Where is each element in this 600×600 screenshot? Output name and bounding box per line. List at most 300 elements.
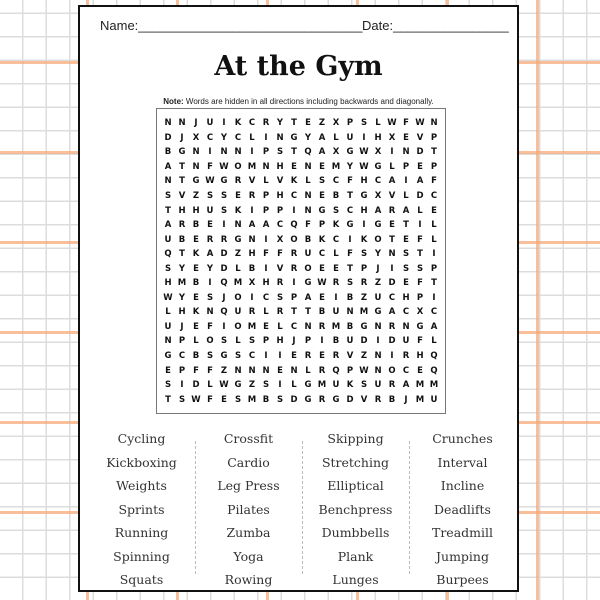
grid-letter: P	[178, 365, 186, 376]
grid-letter: H	[360, 176, 368, 187]
grid-letter: I	[376, 336, 380, 347]
grid-letter: G	[346, 147, 354, 158]
grid-letter: E	[235, 191, 241, 201]
grid-letter: Z	[234, 249, 242, 260]
grid-letter: F	[417, 278, 423, 289]
grid-letter: O	[234, 321, 242, 332]
grid-letter: L	[235, 336, 241, 347]
grid-letter: E	[193, 292, 199, 303]
word-column	[302, 427, 409, 592]
grid-letter: K	[346, 380, 354, 391]
grid-letter: U	[374, 292, 382, 303]
grid-row	[161, 378, 441, 393]
grid-letter: Z	[374, 278, 382, 289]
grid-letter: Y	[374, 249, 382, 260]
grid-letter: O	[290, 234, 298, 245]
grid-letter: N	[290, 365, 298, 376]
grid-letter: T	[347, 191, 353, 201]
grid-letter: A	[388, 176, 396, 187]
name-field-label: Name:_______________________________	[100, 18, 363, 33]
word-item: Stretching	[321, 454, 390, 470]
word-item: Leg Press	[217, 478, 280, 493]
grid-letter: Q	[430, 365, 438, 376]
grid-letter: C	[332, 234, 340, 245]
grid-letter: E	[403, 278, 409, 289]
word-item: Running	[114, 525, 169, 540]
grid-letter: Z	[192, 191, 200, 201]
grid-letter: D	[388, 336, 396, 347]
grid-letter: E	[165, 365, 171, 376]
grid-letter: R	[178, 220, 186, 231]
grid-letter: Z	[318, 118, 326, 129]
grid-letter: V	[346, 351, 354, 362]
grid-letter: M	[317, 380, 327, 391]
grid-letter: R	[234, 176, 242, 187]
grid-letter: L	[263, 176, 269, 187]
grid-letter: P	[360, 263, 368, 274]
grid-letter: F	[207, 365, 213, 376]
grid-letter: M	[429, 380, 439, 391]
grid-letter: V	[360, 394, 368, 405]
page-title: At the Gym	[214, 51, 383, 82]
grid-letter: G	[220, 351, 228, 362]
grid-letter: N	[304, 321, 312, 332]
grid-letter: S	[206, 292, 214, 303]
word-item: Cycling	[117, 431, 166, 446]
grid-letter: U	[164, 321, 172, 332]
grid-row	[161, 291, 441, 306]
grid-letter: P	[290, 292, 298, 303]
grid-letter: P	[262, 191, 270, 201]
grid-letter: H	[416, 351, 424, 362]
grid-letter: B	[192, 351, 200, 362]
grid-letter: P	[304, 336, 312, 347]
grid-letter: H	[360, 205, 368, 216]
grid-letter: F	[347, 249, 353, 260]
grid-letter: U	[374, 380, 382, 391]
grid-letter: L	[165, 307, 171, 318]
word-item: Skipping	[327, 431, 384, 446]
grid-letter: E	[403, 132, 409, 143]
grid-letter: S	[360, 380, 368, 391]
grid-letter: C	[248, 118, 256, 129]
grid-letter: M	[331, 321, 341, 332]
grid-letter: I	[278, 380, 282, 391]
grid-letter: W	[359, 161, 369, 172]
grid-letter: R	[276, 278, 284, 289]
grid-letter: F	[417, 336, 423, 347]
grid-letter: M	[331, 161, 341, 172]
grid-letter: R	[276, 307, 284, 318]
grid-letter: F	[207, 321, 213, 332]
grid-letter: G	[164, 351, 172, 362]
grid-row	[161, 392, 441, 407]
grid-letter: P	[430, 263, 438, 274]
grid-letter: E	[417, 161, 423, 172]
grid-letter: R	[248, 191, 256, 201]
grid-letter: I	[264, 351, 268, 362]
grid-letter: X	[374, 147, 382, 158]
grid-letter: J	[222, 292, 226, 303]
word-item: Pilates	[227, 501, 270, 517]
grid-letter: U	[206, 118, 214, 129]
grid-letter: D	[416, 191, 424, 201]
grid-letter: V	[388, 191, 396, 201]
grid-letter: H	[402, 292, 410, 303]
grid-letter: C	[234, 132, 242, 143]
grid-letter: F	[277, 249, 283, 260]
grid-letter: P	[276, 205, 284, 216]
grid-letter: N	[164, 118, 172, 129]
grid-letter: S	[402, 263, 410, 274]
grid-letter: D	[164, 132, 172, 143]
grid-letter: G	[416, 321, 424, 332]
grid-letter: G	[374, 307, 382, 318]
grid-letter: C	[290, 321, 298, 332]
grid-letter: S	[220, 191, 228, 201]
grid-letter: P	[402, 161, 410, 172]
grid-letter: J	[180, 132, 184, 143]
grid-letter: L	[193, 336, 199, 347]
grid-letter: T	[291, 118, 297, 129]
grid-letter: B	[192, 278, 200, 289]
grid-letter: K	[332, 220, 340, 231]
grid-letter: C	[374, 176, 382, 187]
grid-letter: E	[277, 365, 283, 376]
grid-letter: F	[193, 365, 199, 376]
grid-letter: W	[219, 380, 229, 391]
grid-letter: L	[431, 220, 437, 231]
grid-letter: L	[235, 263, 241, 274]
grid-letter: A	[206, 249, 214, 260]
grid-letter: U	[164, 234, 172, 245]
grid-letter: N	[304, 191, 312, 201]
grid-letter: I	[362, 220, 366, 231]
grid-letter: N	[234, 365, 242, 376]
grid-letter: E	[333, 263, 339, 274]
grid-letter: N	[164, 336, 172, 347]
grid-letter: Z	[220, 365, 228, 376]
grid-letter: Q	[164, 249, 172, 260]
grid-letter: S	[402, 249, 410, 260]
word-item: Spinning	[113, 548, 170, 564]
grid-letter: C	[388, 292, 396, 303]
grid-letter: L	[249, 132, 255, 143]
word-item: Sprints	[118, 501, 165, 517]
grid-letter: G	[374, 161, 382, 172]
grid-letter: B	[262, 394, 270, 405]
word-item: Deadlifts	[434, 501, 491, 517]
grid-letter: N	[248, 365, 256, 376]
grid-letter: I	[362, 132, 366, 143]
word-item: Kickboxing	[106, 454, 177, 470]
grid-letter: O	[388, 365, 396, 376]
grid-letter: A	[402, 380, 410, 391]
grid-letter: Q	[220, 278, 228, 289]
grid-letter: S	[262, 380, 270, 391]
grid-letter: W	[359, 147, 369, 158]
grid-letter: H	[374, 132, 382, 143]
grid-letter: H	[248, 249, 256, 260]
grid-row	[161, 320, 441, 335]
grid-row	[161, 160, 441, 175]
grid-letter: Z	[248, 380, 256, 391]
grid-letter: H	[164, 278, 172, 289]
grid-letter: U	[332, 380, 340, 391]
grid-letter: K	[192, 307, 200, 318]
grid-letter: A	[248, 220, 256, 231]
grid-letter: N	[234, 147, 242, 158]
grid-letter: N	[248, 234, 256, 245]
grid-letter: R	[332, 351, 340, 362]
grid-letter: Q	[332, 365, 340, 376]
grid-letter: U	[304, 249, 312, 260]
grid-letter: E	[431, 205, 437, 216]
grid-letter: R	[220, 234, 228, 245]
grid-letter: I	[222, 321, 226, 332]
grid-letter: L	[403, 191, 409, 201]
grid-letter: X	[276, 234, 284, 245]
word-item: Crunches	[432, 431, 493, 446]
grid-letter: D	[346, 394, 354, 405]
grid-letter: O	[206, 336, 214, 347]
grid-letter: W	[163, 292, 173, 303]
grid-letter: B	[248, 263, 256, 274]
grid-row	[161, 276, 441, 291]
grid-letter: F	[431, 176, 437, 187]
grid-letter: N	[304, 205, 312, 216]
grid-letter: N	[346, 307, 354, 318]
date-field-label: Date:________________	[362, 18, 509, 33]
word-item: Crossfit	[223, 431, 274, 446]
grid-letter: G	[346, 220, 354, 231]
grid-letter: D	[220, 249, 228, 260]
grid-letter: O	[304, 263, 312, 274]
grid-letter: C	[206, 132, 214, 143]
grid-letter: L	[431, 336, 437, 347]
grid-letter: T	[305, 307, 311, 318]
grid-letter: R	[290, 249, 298, 260]
grid-letter: T	[179, 249, 185, 260]
grid-letter: R	[318, 365, 326, 376]
grid-letter: I	[418, 220, 422, 231]
grid-letter: T	[165, 205, 171, 216]
grid-row	[161, 247, 441, 262]
grid-letter: B	[178, 234, 186, 245]
grid-row	[161, 189, 441, 204]
grid-letter: R	[290, 263, 298, 274]
grid-letter: A	[262, 220, 270, 231]
grid-letter: S	[220, 336, 228, 347]
grid-letter: Y	[178, 263, 186, 274]
grid-letter: I	[432, 249, 436, 260]
grid-letter: T	[417, 249, 423, 260]
grid-letter: X	[388, 132, 396, 143]
grid-letter: P	[178, 336, 186, 347]
grid-letter: I	[334, 292, 338, 303]
grid-letter: J	[404, 394, 408, 405]
grid-letter: N	[220, 147, 228, 158]
grid-letter: I	[292, 205, 296, 216]
grid-letter: G	[220, 176, 228, 187]
grid-letter: J	[180, 321, 184, 332]
grid-letter: S	[332, 205, 340, 216]
grid-letter: W	[317, 278, 327, 289]
grid-letter: N	[178, 118, 186, 129]
grid-letter: E	[291, 161, 297, 172]
grid-letter: I	[390, 351, 394, 362]
grid-letter: I	[250, 147, 254, 158]
grid-letter: F	[403, 118, 409, 129]
grid-letter: R	[360, 278, 368, 289]
grid-letter: E	[403, 234, 409, 245]
note-text: Words are hidden in all directions including backwards and diagonally.	[183, 97, 434, 106]
grid-letter: V	[276, 176, 284, 187]
grid-letter: E	[389, 220, 395, 231]
grid-row	[161, 116, 441, 131]
word-item: Incline	[440, 478, 485, 493]
grid-letter: B	[346, 292, 354, 303]
grid-letter: C	[402, 307, 410, 318]
grid-letter: E	[291, 351, 297, 362]
grid-letter: N	[262, 161, 270, 172]
grid-letter: S	[164, 380, 172, 391]
word-item: Squats	[119, 572, 164, 587]
grid-letter: N	[430, 118, 438, 129]
word-item: Lunges	[332, 572, 379, 587]
grid-letter: Y	[304, 132, 312, 143]
grid-row	[161, 334, 441, 349]
grid-letter: A	[304, 292, 312, 303]
grid-letter: L	[375, 118, 381, 129]
grid-row	[161, 218, 441, 233]
grid-letter: D	[290, 394, 298, 405]
grid-letter: M	[247, 321, 257, 332]
grid-letter: K	[360, 234, 368, 245]
grid-letter: N	[234, 220, 242, 231]
grid-letter: B	[332, 336, 340, 347]
grid-letter: Q	[220, 307, 228, 318]
word-item: Yoga	[233, 548, 264, 564]
grid-letter: S	[164, 263, 172, 274]
grid-letter: G	[234, 234, 242, 245]
grid-letter: A	[416, 176, 424, 187]
grid-row	[161, 145, 441, 160]
grid-letter: G	[332, 394, 340, 405]
grid-letter: S	[206, 191, 214, 201]
grid-letter: O	[234, 292, 242, 303]
grid-letter: I	[222, 118, 226, 129]
grid-letter: T	[431, 147, 437, 158]
grid-letter: L	[277, 321, 283, 332]
grid-letter: T	[165, 394, 171, 405]
grid-letter: I	[432, 292, 436, 303]
grid-letter: R	[374, 394, 382, 405]
grid-letter: M	[233, 278, 243, 289]
grid-letter: Y	[178, 292, 186, 303]
word-list	[88, 427, 516, 592]
grid-letter: R	[318, 321, 326, 332]
grid-letter: W	[205, 176, 215, 187]
grid-letter: E	[207, 220, 213, 231]
grid-letter: I	[264, 234, 268, 245]
grid-letter: Z	[360, 292, 368, 303]
grid-letter: L	[291, 380, 297, 391]
grid-letter: C	[262, 292, 270, 303]
grid-letter: N	[206, 307, 214, 318]
grid-letter: Z	[360, 351, 368, 362]
grid-letter: M	[415, 394, 425, 405]
grid-letter: C	[276, 220, 284, 231]
grid-letter: S	[220, 205, 228, 216]
word-item: Interval	[437, 454, 488, 470]
grid-letter: N	[388, 249, 396, 260]
grid-letter: P	[262, 336, 270, 347]
grid-letter: G	[178, 147, 186, 158]
grid-row	[161, 131, 441, 146]
grid-letter: X	[374, 191, 382, 201]
grid-letter: R	[388, 321, 396, 332]
grid-letter: G	[360, 191, 368, 201]
grid-letter: Y	[276, 118, 284, 129]
grid-row	[161, 232, 441, 247]
grid-letter: G	[234, 380, 242, 391]
grid-letter: F	[417, 234, 423, 245]
grid-letter: I	[390, 263, 394, 274]
grid-letter: B	[346, 321, 354, 332]
grid-letter: U	[332, 307, 340, 318]
word-column	[195, 427, 302, 592]
note	[80, 97, 517, 106]
grid-letter: S	[360, 249, 368, 260]
grid-letter: F	[207, 161, 213, 172]
grid-letter: C	[318, 249, 326, 260]
grid-letter: M	[359, 307, 369, 318]
grid-letter: H	[178, 205, 186, 216]
grid-letter: K	[290, 176, 298, 187]
grid-letter: S	[346, 278, 354, 289]
grid-letter: L	[431, 234, 437, 245]
grid-letter: N	[402, 321, 410, 332]
grid-letter: D	[416, 147, 424, 158]
grid-letter: A	[388, 307, 396, 318]
grid-letter: E	[319, 292, 325, 303]
grid-letter: F	[263, 249, 269, 260]
grid-letter: X	[192, 132, 200, 143]
grid-letter: S	[416, 263, 424, 274]
grid-letter: T	[291, 147, 297, 158]
grid-letter: G	[290, 132, 298, 143]
grid-letter: I	[348, 234, 352, 245]
grid-letter: B	[304, 234, 312, 245]
grid-letter: H	[192, 205, 200, 216]
grid-letter: V	[276, 263, 284, 274]
grid-letter: Q	[304, 147, 312, 158]
grid-letter: Y	[206, 263, 214, 274]
grid-letter: A	[318, 132, 326, 143]
grid-letter: J	[376, 263, 380, 274]
grid-letter: E	[193, 263, 199, 274]
grid-letter: P	[416, 292, 424, 303]
grid-letter: S	[164, 191, 172, 201]
grid-letter: L	[305, 365, 311, 376]
grid-letter: H	[276, 161, 284, 172]
grid-letter: C	[430, 191, 438, 201]
grid-letter: K	[234, 205, 242, 216]
word-item: Jumping	[436, 548, 489, 564]
grid-letter: I	[320, 336, 324, 347]
grid-letter: E	[193, 234, 199, 245]
